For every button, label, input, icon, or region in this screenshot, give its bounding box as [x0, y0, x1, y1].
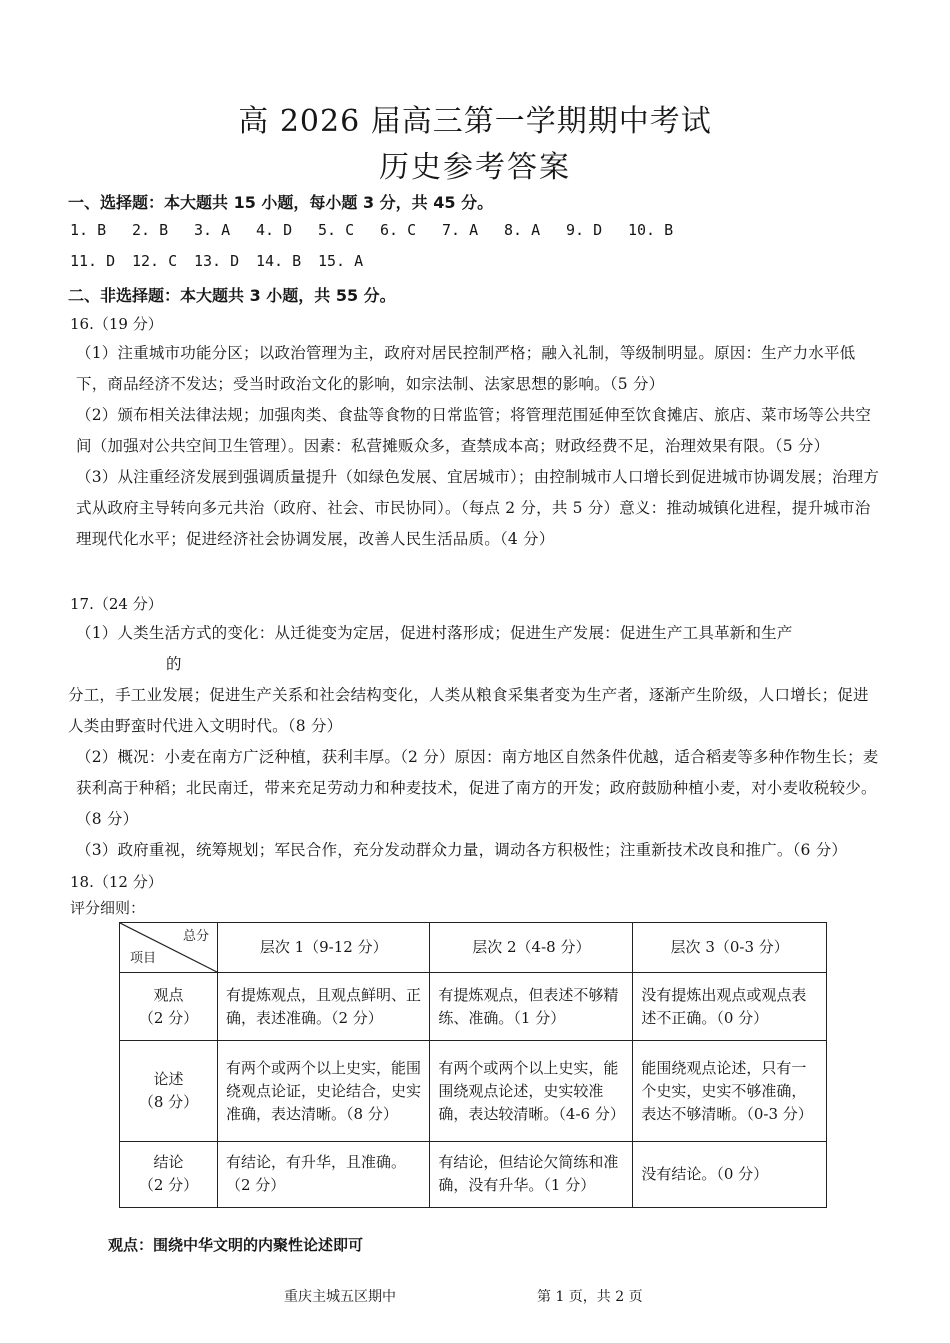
row-item-conclusion: [120, 1141, 218, 1207]
answer-12: 12. C: [132, 252, 178, 270]
table-cell: 有结论，有升华，且准确。（2 分）: [218, 1141, 430, 1207]
q17-answers: [68, 618, 880, 866]
answer-15: 15. A: [318, 252, 364, 270]
q16-number: 16.（19 分）: [70, 315, 163, 333]
table-corner-cell: [120, 923, 218, 973]
item-label: 论述: [153, 1070, 184, 1089]
q16-part1: （1）注重城市功能分区；以政治管理为主，政府对居民控制严格；融入礼制，等级制明显。原因：生产力水平低下，商品经济不发达；受当时政治文化的影响，如宗法制、法家思想的影响。（5 分）: [76, 344, 856, 393]
answer-5: 5. C: [318, 221, 355, 239]
answer-3: 3. A: [194, 221, 231, 239]
answer-6: 6. C: [380, 221, 417, 239]
q16-part2: （2）颁布相关法律法规；加强肉类、食盐等食物的日常监管；将管理范围延伸至饮食摊店、旅店、菜市场等公共空间（加强对公共空间卫生管理）。因素：私营摊贩众多，查禁成本高；财政经费不足，治理效果有限。（5 分）: [76, 406, 872, 455]
q17-number: 17.（24 分）: [70, 595, 163, 613]
table-header-row: [120, 923, 827, 973]
header-level-3: 层次 3（0-3 分）: [633, 923, 827, 973]
scoring-table: [119, 922, 827, 1208]
q16-part3: （3）从注重经济发展到强调质量提升（如绿色发展、宜居城市）；由控制城市人口增长到促进城市协调发展；治理方式从政府主导转向多元共治（政府、社会、市民协同）。（每点 2 分，共 5 分）意义：推动城镇化进程，提升城市治理现代化水平；促进经济社会协调发展，改善人民生活品质。（4 分）: [76, 468, 880, 548]
footer-page-number: 第 1 页，共 2 页: [537, 1289, 643, 1305]
q17-part1-line3: 分工，手工业发展；促进生产关系和社会结构变化，人类从粮食采集者变为生产者，逐渐产生阶级，人口增长；促进人类由野蛮时代进入文明时代。（8 分）: [68, 686, 869, 735]
answer-2: 2. B: [132, 221, 169, 239]
table-row: [120, 1041, 827, 1141]
item-points: （2 分）: [138, 1008, 199, 1027]
answer-4: 4. D: [256, 221, 293, 239]
footer-source: 重庆主城五区期中: [284, 1289, 396, 1305]
q17-part3: （3）政府重视，统筹规划；军民合作，充分发动群众力量，调动各方积极性；注重新技术改良和推广。（6 分）: [76, 841, 848, 859]
table-row: [120, 1141, 827, 1207]
answers-row-2: [70, 252, 380, 270]
answer-10: 10. B: [628, 221, 674, 239]
header-level-2: 层次 2（4-8 分）: [430, 923, 633, 973]
section2-heading: 二、非选择题：本大题共 3 小题，共 55 分。: [68, 286, 396, 305]
q18-note: 观点：围绕中华文明的内聚性论述即可: [108, 1236, 364, 1254]
exam-title: 高 2026 届高三第一学期期中考试: [238, 104, 712, 139]
q17-part2: （2）概况：小麦在南方广泛种植，获利丰厚。（2 分）原因：南方地区自然条件优越，适合稻麦等多种作物生长；麦获利高于种稻；北民南迁，带来充足劳动力和种麦技术，促进了南方的开发；政府鼓励种植小麦，对小麦收税较少。（8 分）: [76, 748, 879, 828]
section1-heading: 一、选择题：本大题共 15 小题，每小题 3 分，共 45 分。: [68, 193, 494, 212]
table-cell: 有两个或两个以上史实，能围绕观点论证，史论结合，史实准确，表达清晰。（8 分）: [218, 1041, 430, 1141]
table-cell: 有提炼观点，但表述不够精练、准确。（1 分）: [430, 973, 633, 1041]
row-item-viewpoint: [120, 973, 218, 1041]
item-points: （8 分）: [138, 1093, 199, 1112]
answers-row-1: [70, 221, 690, 239]
table-row: [120, 973, 827, 1041]
header-level-1: 层次 1（9-12 分）: [218, 923, 430, 973]
q18-label: 评分细则：: [70, 899, 146, 917]
answer-7: 7. A: [442, 221, 479, 239]
table-cell: 有两个或两个以上史实，能围绕观点论述，史实较准确，表达较清晰。（4-6 分）: [430, 1041, 633, 1141]
exam-subtitle: 历史参考答案: [379, 150, 571, 185]
item-label: 观点: [153, 985, 184, 1004]
table-cell: 没有结论。（0 分）: [633, 1141, 827, 1207]
q18-number: 18.（12 分）: [70, 873, 163, 891]
answer-1: 1. B: [70, 221, 107, 239]
answer-14: 14. B: [256, 252, 302, 270]
corner-bottom-label: 项目: [130, 951, 157, 967]
q16-answers: [68, 338, 880, 555]
answer-13: 13. D: [194, 252, 240, 270]
answer-9: 9. D: [566, 221, 603, 239]
q17-part1-line1: （1）人类生活方式的变化：从迁徙变为定居，促进村落形成；促进生产发展：促进生产工具革新和生产: [76, 624, 793, 642]
item-points: （2 分）: [138, 1176, 199, 1195]
table-cell: 没有提炼出观点或观点表述不正确。（0 分）: [633, 973, 827, 1041]
corner-top-label: 总分: [182, 929, 209, 944]
item-label: 结论: [153, 1153, 184, 1172]
table-cell: 能围绕观点论述，只有一个史实，史实不够准确，表达不够清晰。（0-3 分）: [633, 1041, 827, 1141]
answer-11: 11. D: [70, 252, 116, 270]
table-cell: 有提炼观点，且观点鲜明、正确，表述准确。（2 分）: [218, 973, 430, 1041]
answer-8: 8. A: [504, 221, 541, 239]
q17-part1-line2: 的: [166, 655, 182, 673]
row-item-argument: [120, 1041, 218, 1141]
table-cell: 有结论，但结论欠简练和准确，没有升华。（1 分）: [430, 1141, 633, 1207]
